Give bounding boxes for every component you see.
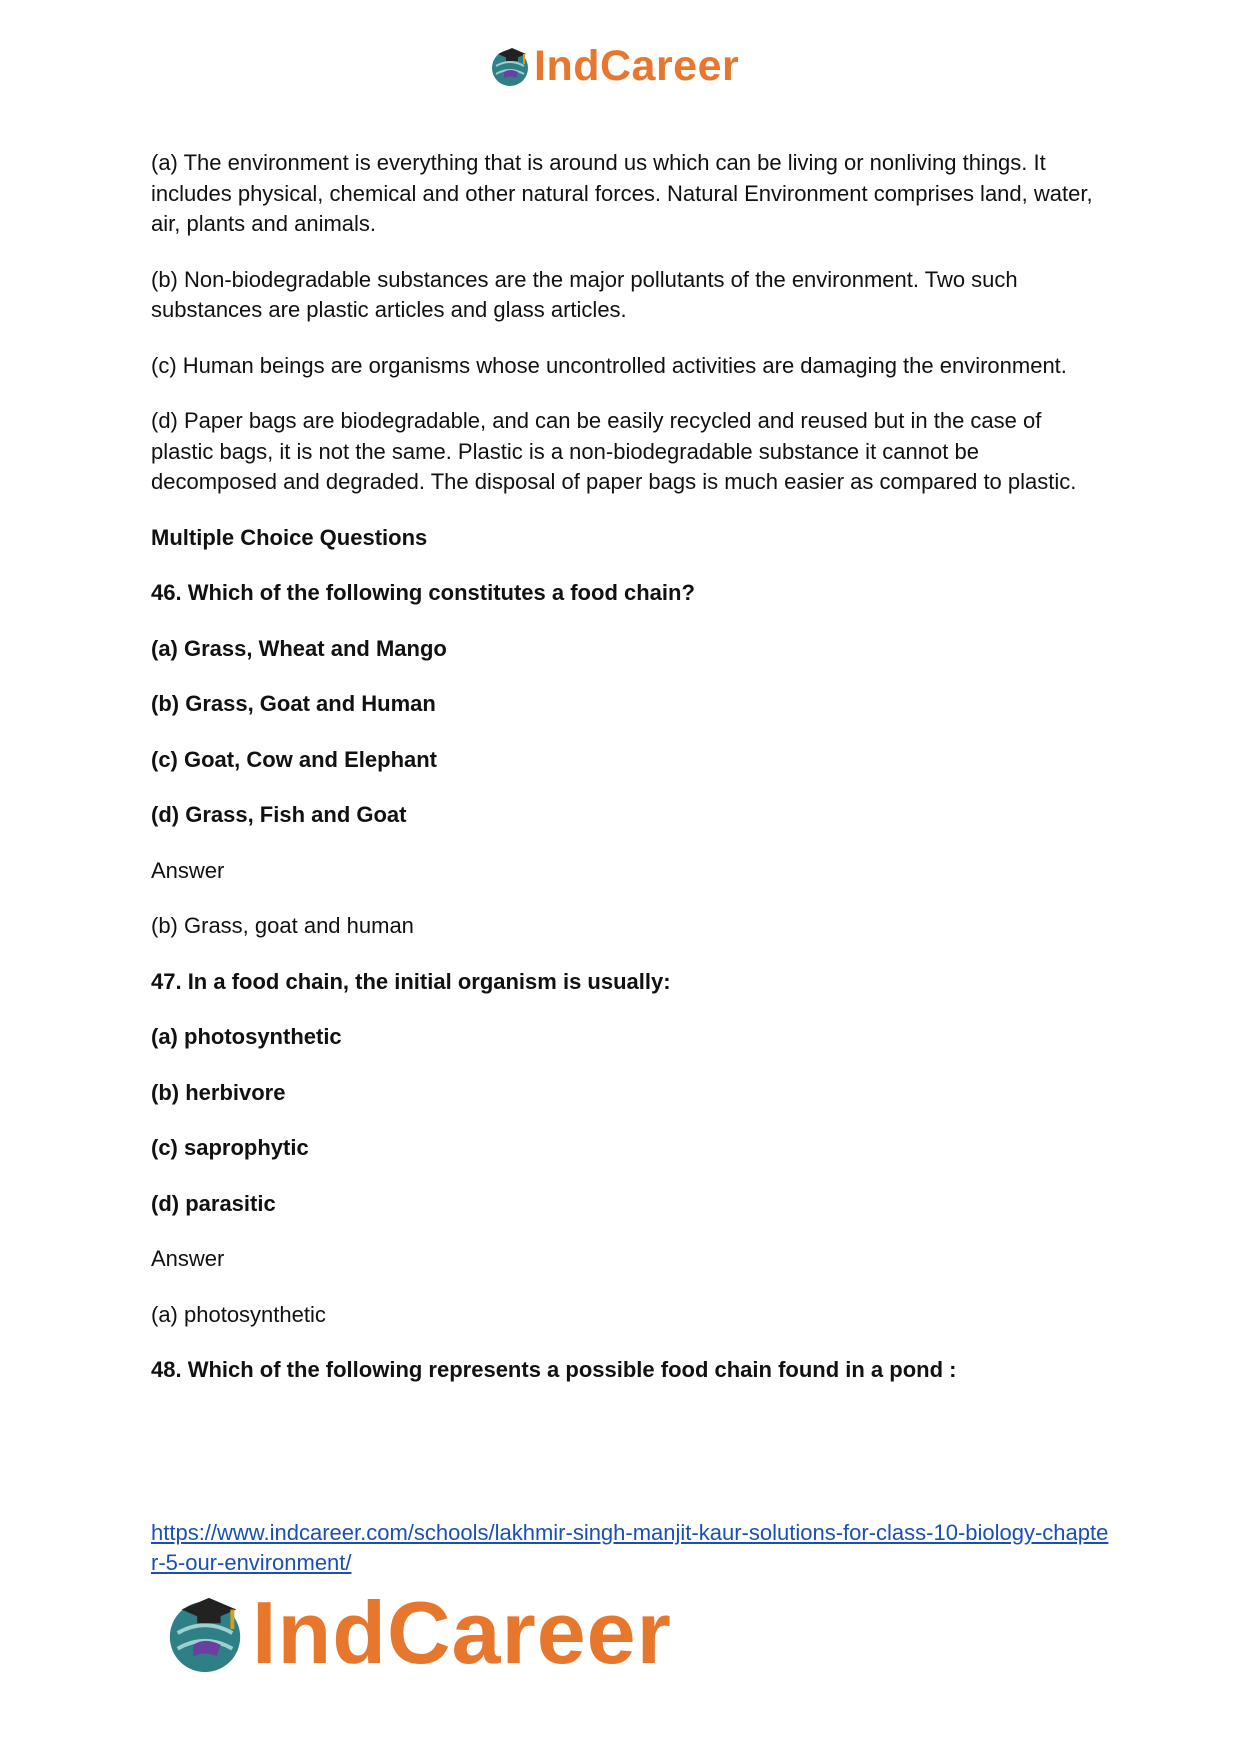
question-text: (c) Goat, Cow and Elephant — [151, 746, 438, 772]
question-text: 48. Which of the following represents a possible food chain found in a pond : — [151, 1357, 957, 1382]
indcareer-logo-header — [488, 40, 739, 92]
question-text: (b) Grass, Goat and Human — [151, 691, 436, 716]
globe-graduation-cap-icon — [162, 1590, 248, 1676]
logo-wordmark: IndCareer — [252, 1583, 672, 1682]
paragraph-text: (c) Human beings are organisms whose uncontrolled activities are damaging the environment. — [151, 352, 1067, 378]
source-url-link[interactable]: https://www.indcareer.com/schools/lakhmir-singh-manjit-kaur-solutions-for-class-10-biology-chapter-5-our-environment/ — [151, 1520, 1109, 1575]
paragraph-text: Answer — [151, 1246, 225, 1271]
question-text: 46. Which of the following constitutes a food chain? — [151, 580, 695, 605]
paragraph-text: (b) Grass, goat and human — [151, 913, 414, 938]
paragraph-text: (a) The environment is everything that is around us which can be living or nonliving things. It includes physical, chemical and other natural forces. Natural Environment comprises land, water, air, plants and animals. — [151, 150, 1093, 236]
question-text: 47. In a food chain, the initial organism is usually: — [151, 968, 671, 994]
question-text: Multiple Choice Questions — [151, 524, 428, 550]
question-text: (d) Grass, Fish and Goat — [151, 802, 407, 827]
question-text: (d) parasitic — [151, 1190, 276, 1216]
question-text: (b) herbivore — [151, 1079, 286, 1105]
paragraph-text: Answer — [151, 857, 225, 883]
paragraph-text: (a) photosynthetic — [151, 1301, 326, 1327]
document-body — [151, 148, 1101, 1411]
question-text: (a) Grass, Wheat and Mango — [151, 635, 447, 661]
question-text: (c) saprophytic — [151, 1135, 309, 1160]
logo-wordmark: IndCareer — [534, 41, 740, 90]
paragraph-text: (d) Paper bags are biodegradable, and can be easily recycled and reused but in the case of plastic bags, it is not the same. Plastic is a non-biodegradable substance it cannot be decomposed and degraded. The disposal of paper bags is much easier as compared to plastic. — [151, 408, 1077, 494]
paragraph-text: (b) Non-biodegradable substances are the major pollutants of the environment. Two such substances are plastic articles and glass articles. — [151, 266, 1018, 322]
globe-graduation-cap-icon — [488, 44, 532, 88]
indcareer-logo-footer — [162, 1583, 672, 1682]
question-text: (a) photosynthetic — [151, 1024, 342, 1049]
